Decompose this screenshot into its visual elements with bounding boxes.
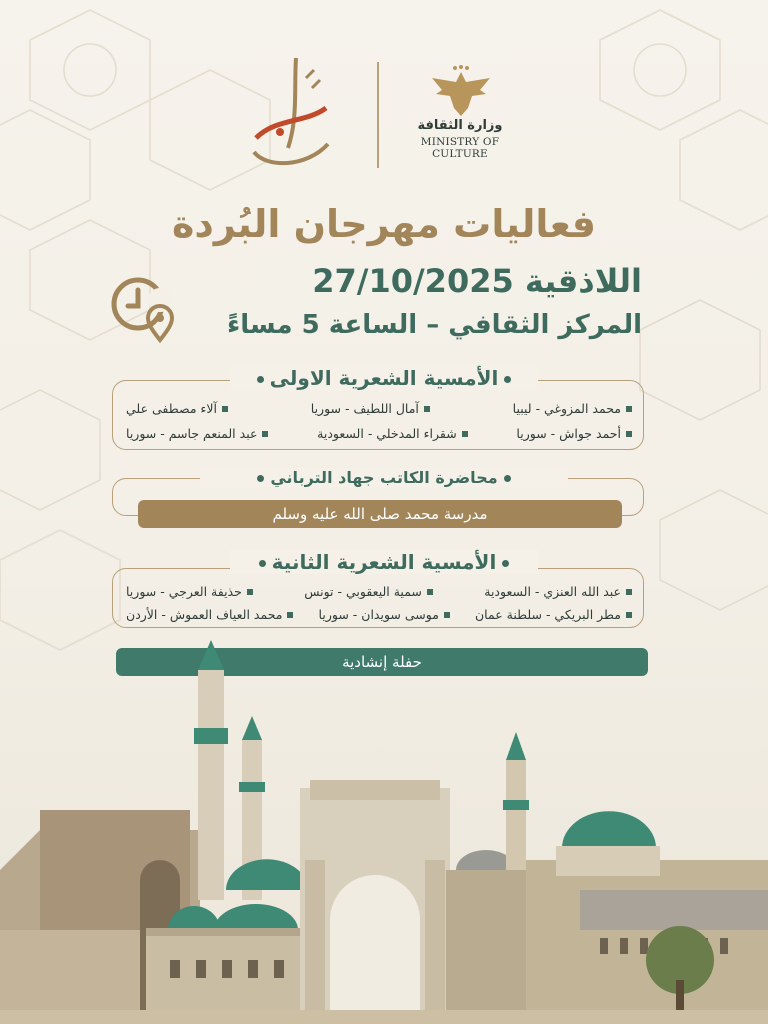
list-item: آلاء مصطفى علي [126, 401, 228, 416]
list-item: محمد المزوغي - ليبيا [513, 401, 632, 416]
list-item: موسى سويدان - سوريا [319, 607, 450, 622]
heading-dot [257, 376, 264, 383]
ministry-name-ar: وزارة الثقافة [417, 118, 503, 133]
evening1-row-2 [126, 426, 632, 441]
burda-logo [236, 48, 346, 178]
evening2-heading-text: الأمسية الشعرية الثانية [271, 550, 497, 574]
evening1-heading [230, 366, 538, 390]
header-divider [377, 62, 379, 168]
heading-dot [504, 475, 511, 482]
concert-bar: حفلة إنشادية [116, 648, 648, 676]
list-item: محمد العياف العموش - الأردن [126, 607, 293, 622]
list-item: عبد المنعم جاسم - سوريا [126, 426, 268, 441]
evening2-row-1 [126, 584, 632, 599]
location-clock-icon [108, 272, 180, 344]
list-item: حذيفة العرجي - سوريا [126, 584, 253, 599]
city-skyline-illustration [0, 630, 768, 1024]
evening2-heading [230, 550, 538, 574]
evening2-row-2 [126, 607, 632, 622]
eagle-icon [428, 64, 494, 118]
page-title: فعاليات مهرجان البُردة [171, 202, 596, 246]
lecture-location-bar: مدرسة محمد صلى الله عليه وسلم [138, 500, 622, 528]
list-item: آمال اللطيف - سوريا [311, 401, 430, 416]
heading-dot [259, 560, 266, 567]
lecture-heading-text: محاضرة الكاتب جهاد الترباني [270, 468, 498, 487]
ministry-name-en: MINISTRY OF CULTURE [420, 136, 500, 160]
evening1-row-1 [126, 401, 632, 416]
list-item: سمية اليعقوبي - تونس [304, 584, 433, 599]
heading-dot [504, 376, 511, 383]
list-item: مطر البريكي - سلطنة عمان [475, 607, 632, 622]
list-item: شقراء المدخلي - السعودية [317, 426, 468, 441]
lecture-heading [200, 468, 568, 487]
event-city-date: اللاذقية 27/10/2025 [312, 262, 642, 300]
list-item: عبد الله العنزي - السعودية [484, 584, 632, 599]
heading-dot [257, 475, 264, 482]
event-venue-time: المركز الثقافي – الساعة 5 مساءً [226, 310, 642, 340]
heading-dot [502, 560, 509, 567]
list-item: أحمد جواش - سوريا [516, 426, 632, 441]
evening1-heading-text: الأمسية الشعرية الاولى [269, 366, 499, 390]
